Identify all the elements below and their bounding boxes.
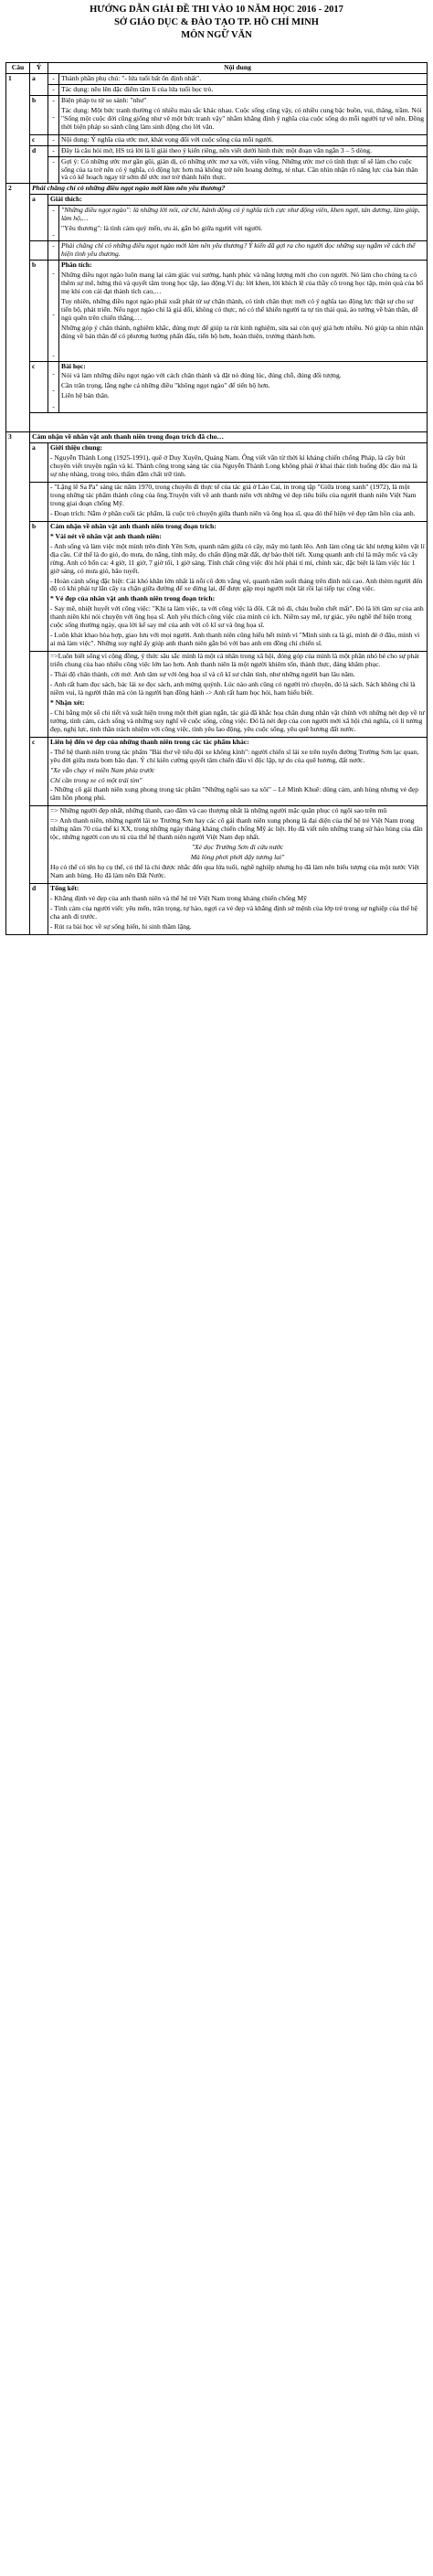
q3b-p4: - Luôn khát khao hòa hợp, giao lưu với mọi người. Anh thanh niên cũng hiểu hết mình vì "Mình sinh ra là gì, mình đẻ ở đâu, mình vì ai mà làm việc". Những suy nghĩ ấy giúp anh thanh niên gắn bó với bao anh em đồng chí chiến sĩ. [50, 631, 420, 648]
q1a-p2: Tác dụng: nêu lên đặc điểm tâm lí của lứa tuổi học trò. [59, 84, 428, 95]
table-row [6, 521, 428, 651]
q3a-p2: - "Lặng lẽ Sa Pa" sáng tác năm 1970, trong chuyến đi thực tế của tác giả ở Lào Cai, in trong tập "Giữa trong xanh" (1972), là một trong những tác phẩm thành công của ông.Truyện viết về anh thanh niên với những vẻ đẹp tiêu biểu của người thanh niên Việt Nam trong giai đoạn chống Mỹ. [50, 482, 417, 507]
document-header [0, 0, 433, 42]
q3d-p3: - Rút ra bài học về sự sống hiến, hi sinh thầm lặng. [50, 921, 192, 931]
header-line-2: SỞ GIÁO DỤC & ĐÀO TẠO TP. HỒ CHÍ MINH [114, 17, 319, 27]
q2a-label: a [30, 195, 48, 241]
table-row [6, 184, 428, 195]
q2-heading: Phải chăng chỉ có những điều ngọt ngào mới làm nên yêu thương? [30, 184, 428, 195]
q3b-p1: - Anh sống và làm việc một mình trên đỉnh Yên Sơn, quanh năm giữa cỏ cây, mây mù lạnh lẽo. Anh làm công tác khí tượng kiêm vật lí địa cầu. Cứ thế là đo gió, đo mưa, đo nắng, tính mây, đo chấn động mặt đất, dự báo thời tiết. Xung quanh anh chỉ là mây mốc và cây rừng. Anh có bổn ca: 4 giờ, 11 giờ, 7 giờ tối, 1 giờ sáng. Tính chất công việc đòi hỏi phải tỉ mỉ, chính xác, đặc biệt là làm việc lúc 1 giờ sáng, có mưa gió, bão tuyết. [50, 541, 425, 575]
table-row: b - - - Phân tích: Những điều ngọt ngào luôn mang lại cảm giác vui sướng, hạnh phúc và năng lượng mới cho con người. Nó làm cho chúng ta có thêm sự mê, hứng thú và quyết tâm trong học tập, lao động.Ví dụ: lời khen, lời khích lệ của thầy cô trong học tập, món quà của bố mẹ khi con cái đạt thành tích cao,… Tuy nhiên, những điều ngọt ngào phải xuất phát từ sự chân thành, có tính chân thực mới có ý nghĩa tạo động lực thật sự cho sự tiến bộ, phát triển. Nếu ngọt ngào chỉ là giả dối, không có thực, nó có thể khiến người ta tự tin thái quá, ảo tưởng về bản thân, dễ ngủ quên trên chiến thắng,… Những góp ý chân thành, nghiêm khắc, đúng mực để giúp ta rút kinh nghiệm, sửa sai còn quý giá hơn nhiều. Nó giúp ta nhìn nhận đúng về bản thân để có phương hướng phấn đấu, tiến bộ hơn, hoàn thiện, trưởng thành hơn. [6, 261, 428, 361]
q3a-p3: - Đoạn trích: Nằm ở phần cuối tác phẩm, là cuộc trò chuyện giữa thanh niên và ông họa sĩ, qua đó thể hiện vẻ đẹp tâm hồn của anh. [50, 508, 416, 517]
q2a2-p1: Phải chăng chỉ có những điều ngọt ngào mới làm nên yêu thương? Ý kiến đã gợi ra cho người đọc những suy ngẫm về cách thể hiện tình yêu thương. [59, 241, 428, 261]
answer-table [5, 62, 428, 935]
q3b-label: b [30, 521, 48, 651]
q3c-verse3: "Xẻ dọc Trường Sơn đi cứu nước [191, 843, 284, 852]
q3c-verse4: Mà lòng phơi phới dậy tương lai" [190, 853, 285, 862]
q2b-p3: Những góp ý chân thành, nghiêm khắc, đúng mực để giúp ta rút kinh nghiệm, sửa sai còn quý giá hơn nhiều. Nó giúp ta nhìn nhận đúng về bản thân để có phương hướng phấn đấu, tiến bộ hơn, hoàn thiện, trưởng thành hơn. [61, 323, 424, 340]
q2c-p1: Nói và làm những điều ngọt ngào với cách chân thành và đặt nó đúng lúc, đúng chỗ, đúng đối tượng. [61, 371, 342, 380]
q1b-p2: Tác dụng: Một bức tranh thường có nhiều màu sắc khác nhau. Cuộc sống cũng vậy, có nhiều cung bậc buồn, vui, thăng, trầm. Nói "Sống một cuộc đời cũng giống như vẽ một bức tranh vậy" nhằm khẳng định ý nghĩa của cuộc sống do mỗi người tự vẽ nên. Đồng thời biện pháp so sánh cũng làm sinh động cho lời văn. [61, 105, 425, 131]
table-row: - Gợi ý: Có những ước mơ gần gũi, giản dị, có những ước mơ xa vời, viển vông. Những ước mơ có tính thực tế sẽ làm cho cuộc sống của ta trở nên có ý nghĩa, có động lực hơn mà không trở nên hoang đường, tẻ nhạt. Cần nhìn nhận rõ năng lực của bản thân và có kế hoạch ngay từ sớm để ước mơ trở thành hiện thực. [6, 156, 428, 184]
q2c-label: c [30, 361, 48, 413]
q3-label: 3 [6, 432, 30, 935]
q1d-label: d [30, 145, 48, 184]
q3-heading: Cảm nhận về nhân vật anh thanh niên trong đoạn trích đã cho… [30, 432, 428, 443]
q3d-p1: - Khẳng định vẻ đẹp của anh thanh niên và thế hệ trẻ Việt Nam trong kháng chiến chống Mỹ [50, 893, 307, 902]
q2c-title: Bài học: [61, 361, 86, 370]
q3c-verse2: Chỉ cần trong xe có một trái tim" [50, 775, 143, 784]
q3b-p8: - Chỉ bằng một số chi tiết và xuất hiện trong một thời gian ngắn, tác giả đã khắc họa chân dung nhân vật chính với những nét đẹp về tư tưởng, tình cảm, cách sống và những suy nghĩ về cuộc sống, công việc. Đó là nét đẹp của con người mới xã hội chủ nghĩa, có lí tưởng đẹp, nghị lực, tinh thần trách nhiệm với công việc, tình yêu lao động, yêu cuộc sống, yêu quê hương đất nước. [50, 708, 425, 733]
q3d-p2: - Tình cảm của người viết: yêu mến, trân trọng, tự hào, ngợi ca vẻ đẹp và khẳng định sứ mệnh của lớp trẻ trong sự nghiệp của thế hệ cha anh đi trước. [50, 903, 418, 921]
table-row [6, 482, 428, 521]
q2b-p1: Những điều ngọt ngào luôn mang lại cảm giác vui sướng, hạnh phúc và năng lượng mới cho con người. Nó làm cho chúng ta có thêm sự mê, hứng thú và quyết tâm trong học tập, lao động.Ví dụ: lời khen, lời khích lệ của thầy cô trong học tập, món quà của bố mẹ khi con cái đạt thành tích cao,… [61, 271, 424, 295]
q3b-p3: - Say mê, nhiệt huyết với công việc: "Khi ta làm việc, ta với công việc là đôi. Cất nó đi, cháu buồn chết mất". Đó là lời tâm sự của anh thanh niên khi nói chuyện với ông họa sĩ. Anh yêu thích công việc của mình có ích. Niềm say mê, tự giác, yêu nghề thể hiện trong cuộc sống thường ngày, qua lời kể say mê của anh với cô kĩ sư và ông họa sĩ. [50, 604, 424, 630]
q2c-p2: Cần trân trọng, lắng nghe cả những điều "không ngọt ngào" để tiến bộ hơn. [61, 381, 270, 390]
q3c-p4: => Anh thanh niên, những người lái xe Trường Sơn hay các cô gái thanh niên xung phong là đại diện của thế hệ trẻ Việt Nam trong những năm 70 của thế kỉ XX, trong những ngày tháng kháng chiến chống Mỹ ác liệt. Họ đã viết nên những trang sử hào hùng của dân tộc, những người con ưu tú của thế hệ thanh niên người Việt Nam đẹp nhất. [50, 816, 423, 842]
q2b-title: Phân tích: [61, 261, 92, 270]
q2b-p2: Tuy nhiên, những điều ngọt ngào phải xuất phát từ sự chân thành, có tính chân thực mới có ý nghĩa tạo động lực thật sự cho sự tiến bộ, phát triển. Nếu ngọt ngào chỉ là giả dối, không có thực, nó có thể khiến người ta tự tin thái quá, ảo tưởng về bản thân, dễ ngủ quên trên chiến thắng,… [61, 296, 418, 322]
q3b-p6: - Thái độ chân thành, cởi mở. Anh tâm sự với ông họa sĩ và cô kĩ sư chân tình, như những người bạn lâu năm. [50, 670, 355, 679]
header-content: Nội dung [48, 63, 428, 74]
q2b-label: b [30, 261, 48, 361]
q3b-sub1: * Vài nét về nhân vật anh thanh niên: [50, 531, 162, 540]
table-row: - - "Những điều ngọt ngào": là những lời nói, cử chỉ, hành động có ý nghĩa tích cực như động viên, khen ngợi, tán dương, làm giúp, làm hộ,… "Yêu thương": là tình cảm quý mến, ưu ái, gắn bó giữa người với người. [6, 206, 428, 241]
table-row [6, 652, 428, 738]
table-row [6, 737, 428, 806]
table-row: 1 a - Thành phần phụ chú: "- lứa tuổi bất ổn định nhất". [6, 73, 428, 84]
q3c-p5: Họ có thể có tên họ cụ thể, có thể là chỉ được nhắc đến qua lứa tuổi, nghề nghiệp nhưng họ đã làm nên biểu tượng của một nước Việt Nam anh hùng. Họ đã làm nên Đất Nước. [50, 863, 420, 880]
q3a-title: Giới thiệu chung: [50, 443, 102, 452]
q3a-p1: - Nguyễn Thành Long (1925-1991), quê ở Duy Xuyên, Quảng Nam. Ông viết văn từ thời kì kháng chiến chống Pháp, là cây bút chuyên viết truyện ngắn và kí. Thành công trong sáng tác của Nguyễn Thành Long không phải ở khai thác tình huống độc đáo mà là sự nhẹ nhàng, trong trẻo, thấm đẫm chất trữ tình. [50, 453, 417, 479]
q3c-p1: - Thế hệ thanh niên trong tác phẩm "Bài thơ về tiểu đội xe không kính": người chiến sĩ lái xe trên tuyến đường Trường Sơn lạc quan, yêu đời giữa mưa bom bão đạn. Ý chí kiên cường quyết tâm chiến đấu vì độc lập, tự do của quê hương, đất nước. [50, 747, 419, 764]
table-row [6, 884, 428, 935]
q1d-p2: Gợi ý: Có những ước mơ gần gũi, giản dị, có những ước mơ xa vời, viển vông. Những ước mơ có tính thực tế sẽ làm cho cuộc sống của ta trở nên có ý nghĩa, có động lực hơn mà không trở nên hoang đường, tẻ nhạt. Cần nhìn nhận rõ năng lực của bản thân và có kế hoạch ngay từ sớm để ước mơ trở thành hiện thực. [59, 156, 428, 184]
table-row: - Tác dụng: nêu lên đặc điểm tâm lí của lứa tuổi học trò. [6, 84, 428, 95]
q2a-p2: "Yêu thương": là tình cảm quý mến, ưu ái, gắn bó giữa người với người. [61, 224, 263, 233]
q3c-p2: - Những cô gái thanh niên xung phong trong tác phẩm "Những ngôi sao xa xôi" – Lê Minh Khuê: dũng cảm, anh hùng nhưng vẻ đẹp tâm hồn phong phú. [50, 785, 419, 803]
q1c-label: c [30, 134, 48, 145]
q2a-title: Giải thích: [48, 195, 428, 206]
header-y: Ý [30, 63, 48, 74]
q3b-sub3: * Nhận xét: [50, 697, 85, 707]
header-line-1: HƯỚNG DẪN GIẢI ĐỀ THI VÀO 10 NĂM HỌC 2016 - 2017 [90, 5, 343, 15]
q3d-title: Tổng kết: [50, 884, 79, 893]
table-row: b - - Biện pháp tu từ so sánh: "như" Tác dụng: Một bức tranh thường có nhiều màu sắc khác nhau. Cuộc sống cũng vậy, có nhiều cung bậc buồn, vui, thăng, trầm. Nói "Sống một cuộc đời cũng giống như vẽ một bức tranh vậy" nhằm khẳng định ý nghĩa của cuộc sống do mỗi người tự vẽ nên. Đồng thời biện pháp so sánh cũng làm sinh động cho lời văn. [6, 95, 428, 134]
q1d-p1: Đây là câu hỏi mở, HS trả lời là lí giải theo ý kiến riêng, nên viết dưới hình thức một đoạn văn ngắn 3 – 5 dòng. [59, 145, 428, 156]
table-row: c - Nội dung: Ý nghĩa của ước mơ, khát vọng đối với cuộc sống của mỗi người. [6, 134, 428, 145]
q3a-label: a [30, 443, 48, 483]
table-row [6, 443, 428, 483]
q1b-p1: Biện pháp tu từ so sánh: "như" [61, 95, 147, 104]
q3b-p2: - Hoàn cảnh sống đặc biệt: Cái khó khăn lớn nhất là nỗi cô đơn vắng vẻ, quanh năm suốt tháng trên đỉnh núi cao. Anh thèm người đến độ có khi phải tự lăn cây ra chặn giữa đường để xe dừng lại, để được gặp mọi người một lát rồi lại tiếp tục công việc. [50, 576, 423, 593]
q1a-p1: Thành phần phụ chú: "- lứa tuổi bất ổn định nhất". [59, 73, 428, 84]
header-line-3: MÔN NGỮ VĂN [181, 30, 252, 40]
q1-label: 1 [6, 73, 30, 183]
q2a-p1: "Những điều ngọt ngào": là những lời nói, cử chỉ, hành động có ý nghĩa tích cực như động viên, khen ngợi, tán dương, làm giúp, làm hộ,… [61, 206, 420, 223]
q3b-title: Cảm nhận về nhân vật anh thanh niên trong đoạn trích: [50, 521, 216, 530]
q1b-label: b [30, 95, 48, 134]
table-row [6, 432, 428, 443]
q2c-p3: Liên hệ bản thân. [61, 391, 110, 400]
table-row [6, 806, 428, 884]
q3c-label: c [30, 737, 48, 806]
table-header-row [6, 63, 428, 74]
q3c-verse1: "Xe vẫn chạy vì miền Nam phía trước [50, 765, 155, 774]
q2-label: 2 [6, 184, 30, 432]
q1c-p1: Nội dung: Ý nghĩa của ước mơ, khát vọng đối với cuộc sống của mỗi người. [59, 134, 428, 145]
table-row [6, 195, 428, 206]
table-row: d - Đây là câu hỏi mở, HS trả lời là lí giải theo ý kiến riêng, nên viết dưới hình thức một đoạn văn ngắn 3 – 5 dòng. [6, 145, 428, 156]
q3b-sub2: * Vẻ đẹp của nhân vật anh thanh niên trong đoạn trích: [50, 594, 216, 603]
header-cau: Câu [6, 63, 30, 74]
table-row: c - - - Bài học: Nói và làm những điều ngọt ngào với cách chân thành và đặt nó đúng lúc, đúng chỗ, đúng đối tượng. Cần trân trọng, lắng nghe cả những điều "không ngọt ngào" để tiến bộ hơn. Liên hệ bản thân. [6, 361, 428, 413]
q3d-label: d [30, 884, 48, 935]
q3c-p3: => Những người đẹp nhất, những thanh, cao đâm và cao thượng nhất là những người mặc quân phục có ngôi sao trên mũ [50, 806, 387, 815]
q3b-p7: - Anh rất ham đọc sách, bác lái xe đọc sách, anh mừng quýnh. Lúc nào anh cũng có người trò chuyện, đó là sách. Sách không chỉ là niềm vui, là người thân mà còn là người bạn đồng hành -> Anh rất ham học hỏi, ham hiểu biết. [50, 680, 416, 697]
table-row: - Phải chăng chỉ có những điều ngọt ngào mới làm nên yêu thương? Ý kiến đã gợi ra cho người đọc những suy ngẫm về cách thể hiện tình yêu thương. [6, 241, 428, 261]
q3b-p5: =>Luôn biết sống vì cộng đồng, ý thức sâu sắc mình là một cá nhân trong xã hội, đóng góp của mình là một phần nhỏ bé cho sự phát triển chung của bao nhiêu công việc lớn lao hơn. Anh thanh niên là một người khiêm tốn, thành thực, đáng khâm phục. [50, 652, 419, 669]
q1a-label: a [30, 73, 48, 95]
q3c-title: Liên hệ đến vẻ đẹp của những thanh niên trong các tác phẩm khác: [50, 737, 249, 746]
